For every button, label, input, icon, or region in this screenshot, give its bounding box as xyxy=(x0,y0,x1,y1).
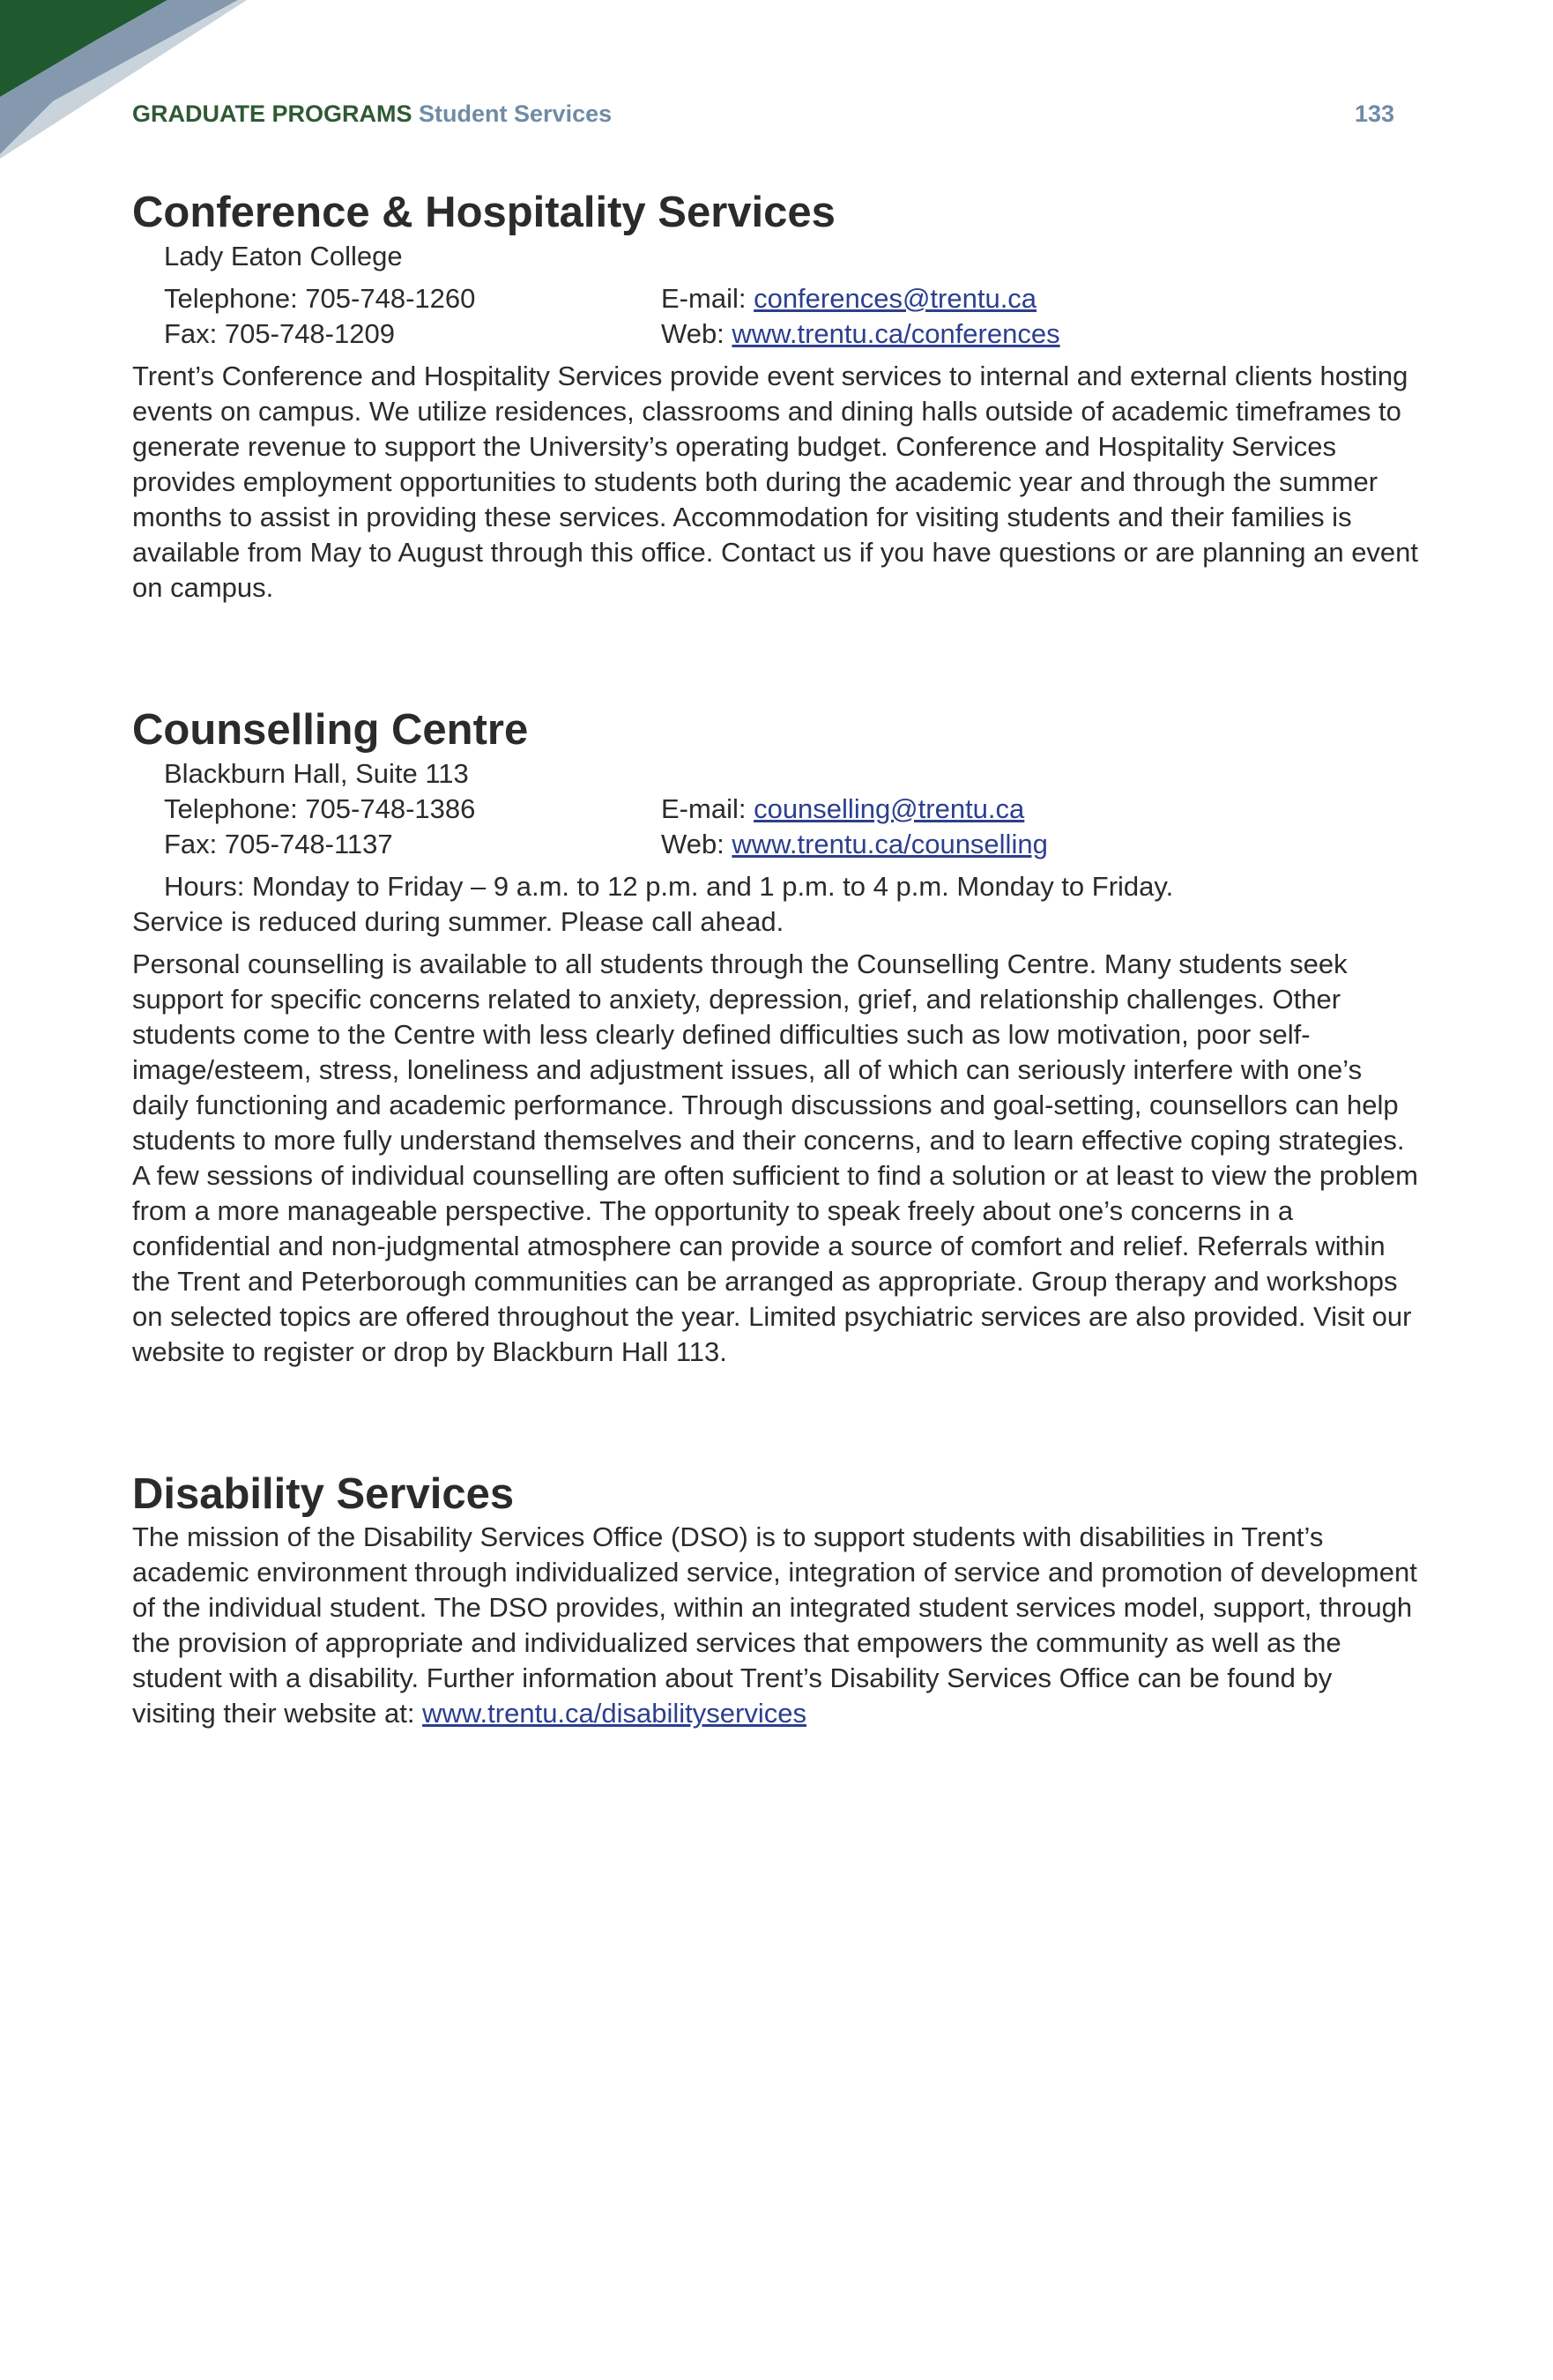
counselling-web-row xyxy=(661,827,1421,862)
conference-email-row xyxy=(661,281,1421,316)
counselling-location: Blackburn Hall, Suite 113 xyxy=(164,757,469,789)
running-header-title xyxy=(132,100,612,128)
conference-title: Conference & Hospitality Services xyxy=(132,189,836,236)
disability-section xyxy=(132,1469,1421,1732)
conference-contact xyxy=(132,281,1421,352)
page-content xyxy=(132,187,1421,1731)
conference-web-row xyxy=(661,316,1421,352)
conference-telephone: Telephone: 705-748-1260 xyxy=(164,282,476,314)
conference-email-link[interactable]: conferences@trentu.ca xyxy=(754,282,1037,314)
web-label: Web: xyxy=(661,317,732,349)
header-section: GRADUATE PROGRAMS xyxy=(132,100,412,127)
conference-fax: Fax: 705-748-1209 xyxy=(164,317,395,349)
counselling-contact xyxy=(132,792,1421,862)
counselling-fax: Fax: 705-748-1137 xyxy=(164,828,393,859)
counselling-section xyxy=(132,704,1421,1370)
counselling-body: Personal counselling is available to all students through the Counselling Centre. Many students seek support for specific concerns related to anxiety, depression, grief, and relationship challenges. Other students come to the Centre with less clearly defined difficulties such as low motivation, poor self-image/esteem, stress, loneliness and adjustment issues, all of which can seriously interfere with one’s daily functioning and academic performance. Through discussions and goal-setting, counsellors can help students to more fully understand themselves and their concerns, and to learn effective coping strategies. A few sessions of individual counselling are often sufficient to find a solution or at least to view the problem from a more manageable perspective. The opportunity to speak freely about one’s concerns in a confidential and non-judgmental atmosphere can provide a source of comfort and relief. Referrals within the Trent and Peterborough communities can be arranged as appropriate. Group therapy and workshops on selected topics are offered throughout the year. Limited psychiatric services are also provided. Visit our website to register or drop by Blackburn Hall 113. xyxy=(132,948,1418,1367)
email-label: E-mail: xyxy=(661,792,754,824)
disability-body xyxy=(132,1520,1421,1731)
counselling-hours: Hours: Monday to Friday – 9 a.m. to 12 p.m. and 1 p.m. to 4 p.m. Monday to Friday. xyxy=(164,870,1174,902)
page-number: 133 xyxy=(1354,100,1394,127)
web-label: Web: xyxy=(661,828,732,859)
email-label: E-mail: xyxy=(661,282,754,314)
disability-body-text: The mission of the Disability Services Office (DSO) is to support students with disabilities in Trent’s academic environment through individualized service, integration of service and promotion of development of the individual student. The DSO provides, within an integrated student services model, support, through the provision of appropriate and individualized services that empowers the community as well as the student with a disability. Further information about Trent’s Disability Services Office can be found by visiting their website at: xyxy=(132,1521,1417,1729)
disability-title: Disability Services xyxy=(132,1469,515,1518)
conference-location: Lady Eaton College xyxy=(164,240,403,271)
running-header xyxy=(132,100,1394,128)
conference-body: Trent’s Conference and Hospitality Services provide event services to internal and external clients hosting events on campus. We utilize residences, classrooms and dining halls outside of academic timeframes to generate revenue to support the University’s operating budget. Conference and Hospitality Services provides employment opportunities to students both during the academic year and through the summer months to assist in providing these services. Accommodation for visiting students and their families is available from May to August through this office. Contact us if you have questions or are planning an event on campus. xyxy=(132,360,1419,603)
counselling-web-link[interactable]: www.trentu.ca/counselling xyxy=(732,828,1048,859)
counselling-email-row xyxy=(661,792,1421,827)
counselling-email-link[interactable]: counselling@trentu.ca xyxy=(754,792,1025,824)
corner-decoration xyxy=(0,0,247,159)
counselling-title: Counselling Centre xyxy=(132,705,529,754)
counselling-hours-note: Service is reduced during summer. Please call ahead. xyxy=(132,905,784,937)
header-subsection: Student Services xyxy=(419,100,613,127)
conference-web-link[interactable]: www.trentu.ca/conferences xyxy=(732,317,1060,349)
conference-section xyxy=(132,187,1421,606)
counselling-telephone: Telephone: 705-748-1386 xyxy=(164,792,476,824)
disability-web-link[interactable]: www.trentu.ca/disabilityservices xyxy=(422,1698,806,1729)
